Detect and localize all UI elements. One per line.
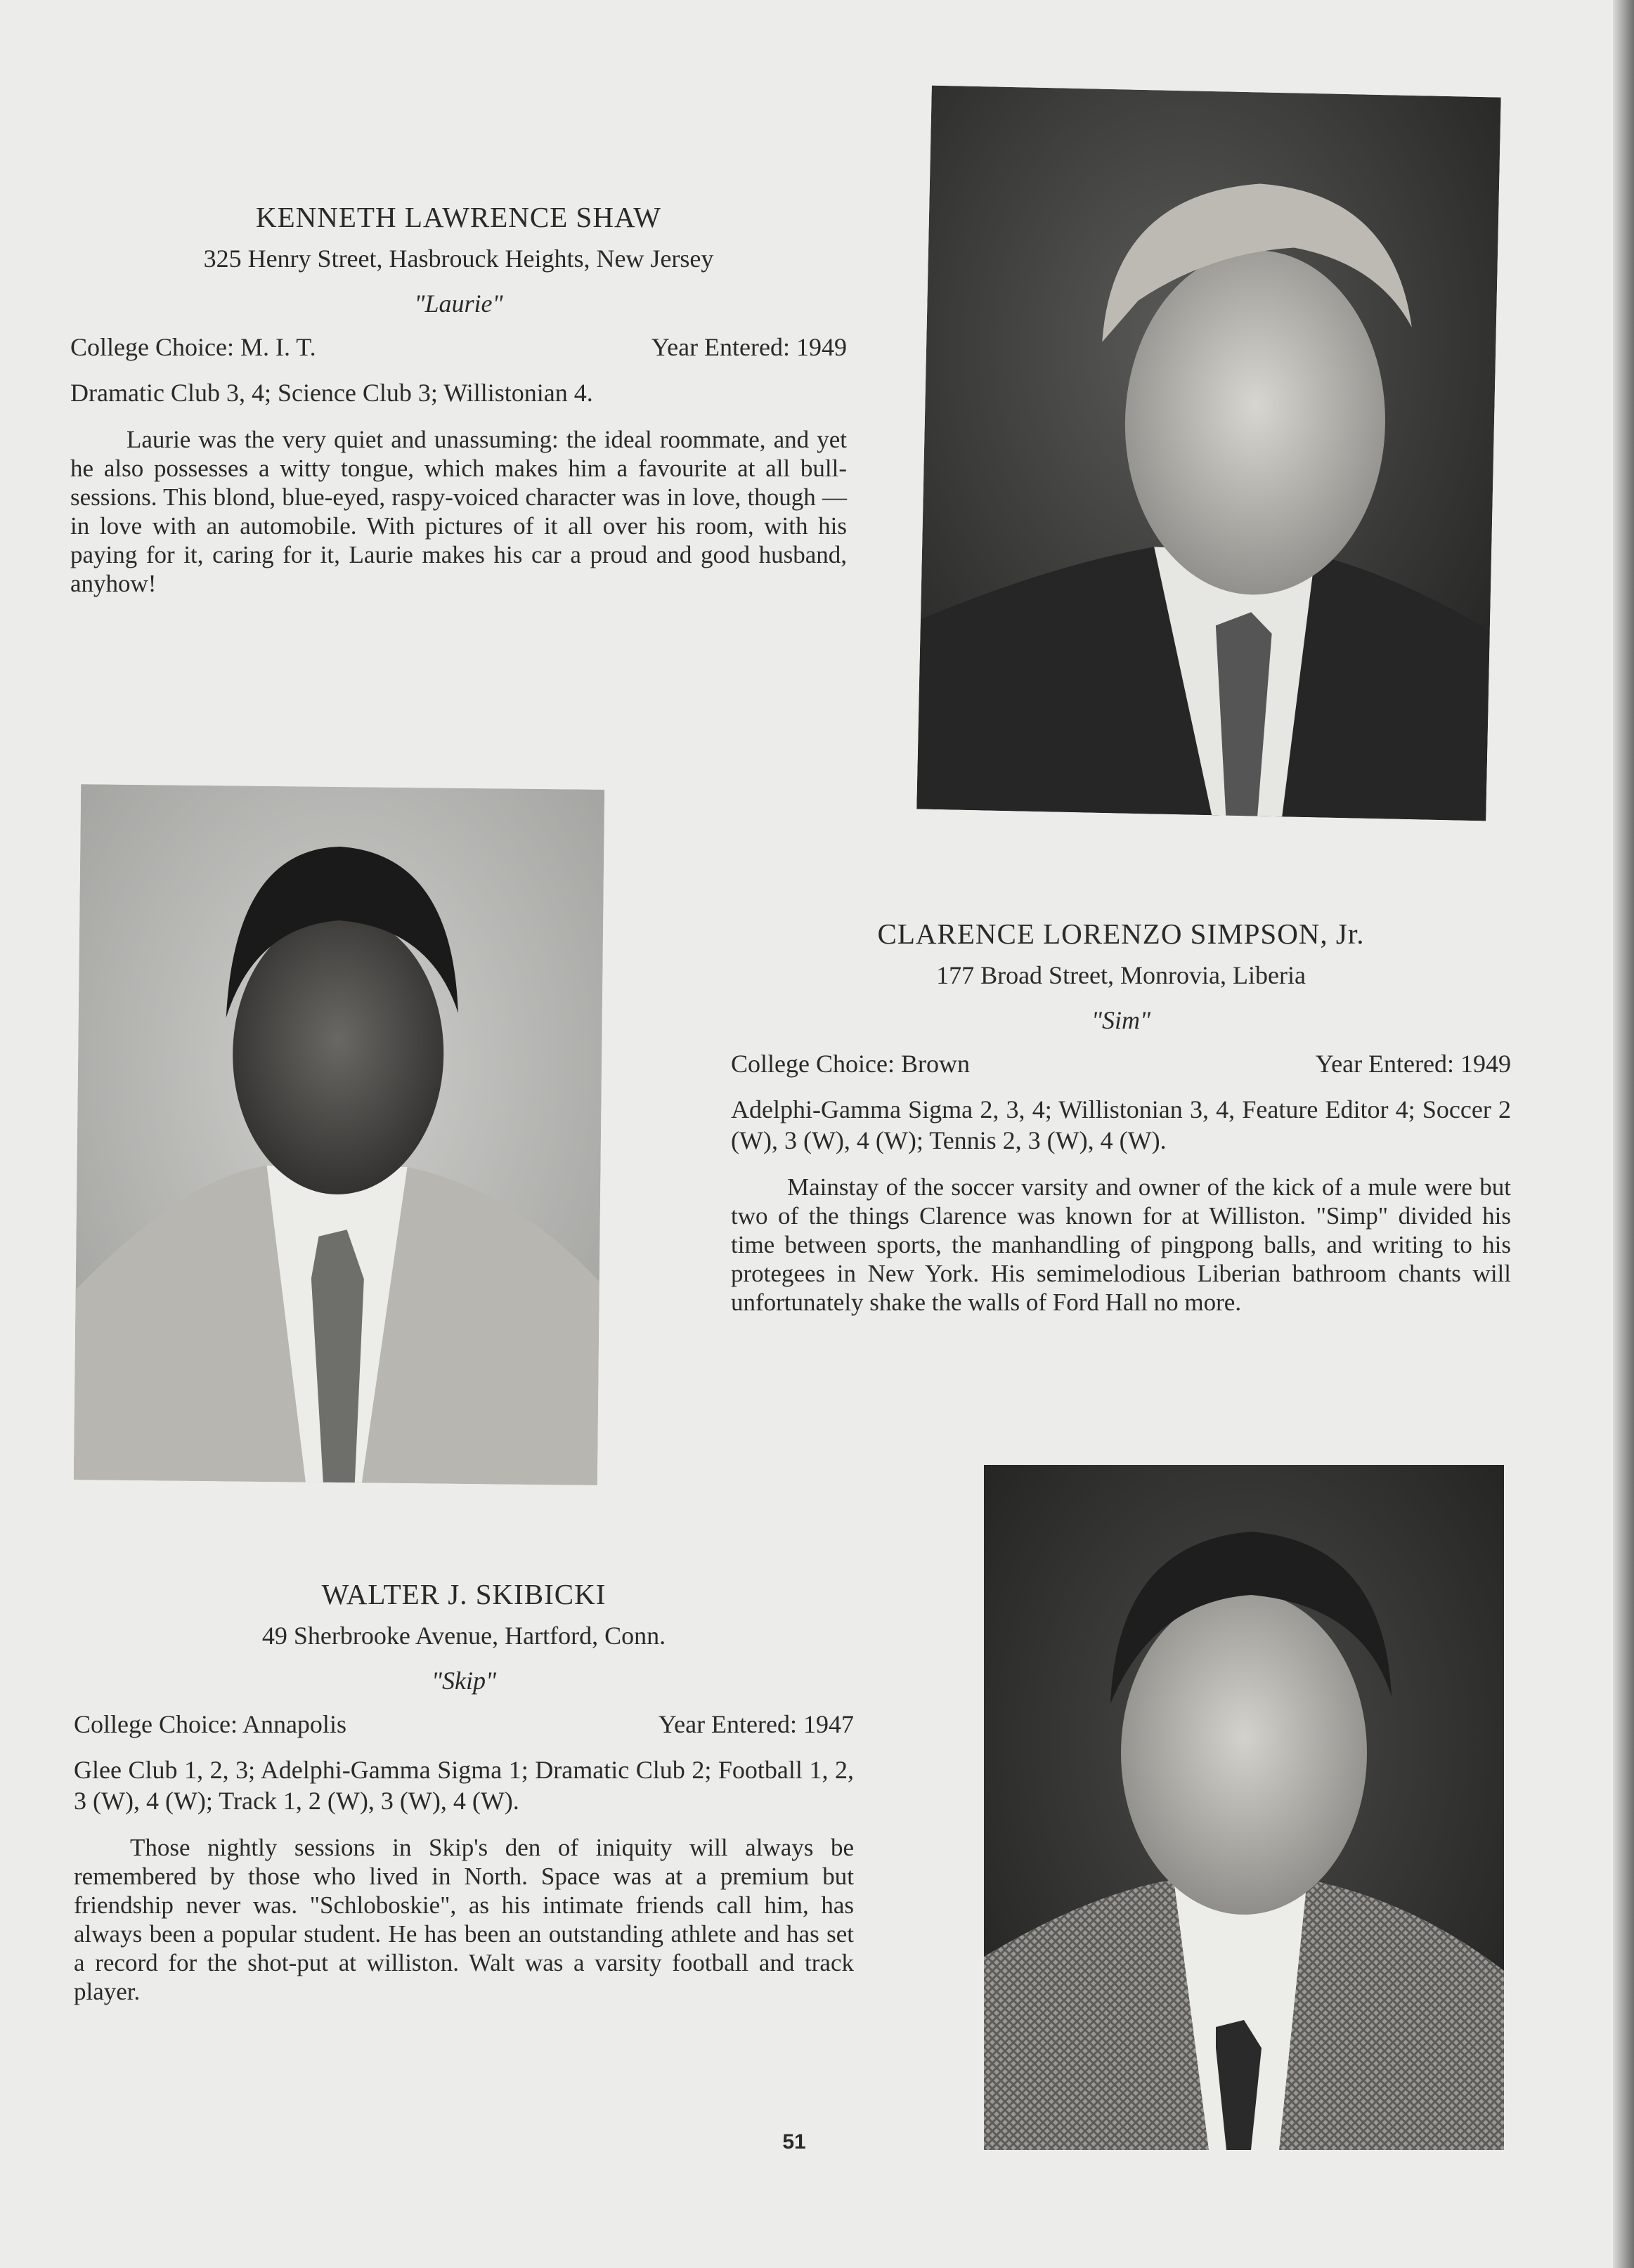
student-entry-shaw bbox=[70, 200, 847, 598]
year-entered: Year Entered: 1947 bbox=[658, 1710, 854, 1738]
college-choice: College Choice: Brown bbox=[731, 1050, 970, 1078]
portrait-photo-skibicki bbox=[984, 1465, 1504, 2150]
college-choice: College Choice: Annapolis bbox=[74, 1710, 346, 1738]
student-bio: Mainstay of the soccer varsity and owner of the kick of a mule were but two of the things Clarence was known for at Williston. "Simp" divided his time between sports, the manhandling of pingpong balls, and writing to his protegees in New York. His semimelodious Liberian bathroom chants will unfortunately shake the walls of Ford Hall no more. bbox=[731, 1173, 1511, 1316]
student-address: 325 Henry Street, Hasbrouck Heights, New Jersey bbox=[203, 245, 714, 273]
year-entered: Year Entered: 1949 bbox=[651, 333, 847, 361]
student-bio: Those nightly sessions in Skip's den of iniquity will always be remembered by those who lived in North. Space was at a premium but friendship never was. "Schloboskie", as his intimate friends call him, has always been a popular student. He has been an outstanding athlete and has set a record for the shot-put at williston. Walt was a varsity football and track player. bbox=[74, 1834, 854, 2005]
student-address: 177 Broad Street, Monrovia, Liberia bbox=[936, 961, 1306, 989]
choice-row bbox=[74, 1709, 854, 1739]
portrait-image bbox=[74, 784, 604, 1485]
student-nickname: "Sim" bbox=[1091, 1006, 1151, 1034]
student-name: WALTER J. SKIBICKI bbox=[321, 1578, 607, 1610]
choice-row bbox=[70, 332, 847, 362]
student-activities: Adelphi-Gamma Sigma 2, 3, 4; Willistonian 3, 4, Feature Editor 4; Soccer 2 (W), 3 (W), 4 (W); Tennis 2, 3 (W), 4 (W). bbox=[731, 1095, 1511, 1154]
student-bio: Laurie was the very quiet and unassuming: the ideal roommate, and yet he also possesses a witty tongue, which makes him a favourite at all bull-sessions. This blond, blue-eyed, raspy-voiced character was in love, though — in love with an automobile. With pictures of it all over his room, with his paying for it, caring for it, Laurie makes his car a proud and good husband, anyhow! bbox=[70, 426, 847, 597]
page-number: 51 bbox=[782, 2130, 806, 2153]
portrait-photo-simpson bbox=[74, 784, 604, 1485]
student-nickname: "Laurie" bbox=[414, 289, 503, 318]
college-choice: College Choice: M. I. T. bbox=[70, 333, 316, 361]
portrait-image bbox=[984, 1465, 1504, 2150]
student-name: CLARENCE LORENZO SIMPSON, Jr. bbox=[877, 918, 1365, 950]
year-entered: Year Entered: 1949 bbox=[1315, 1050, 1511, 1078]
student-address: 49 Sherbrooke Avenue, Hartford, Conn. bbox=[261, 1622, 666, 1650]
page-edge bbox=[1613, 0, 1634, 2268]
student-activities: Glee Club 1, 2, 3; Adelphi-Gamma Sigma 1; Dramatic Club 2; Football 1, 2, 3 (W), 4 (W); Track 1, 2 (W), 3 (W), 4 (W). bbox=[74, 1756, 854, 1815]
student-entry-simpson bbox=[731, 917, 1511, 1317]
student-nickname: "Skip" bbox=[431, 1667, 497, 1695]
portrait-photo-shaw bbox=[916, 86, 1500, 821]
student-name: KENNETH LAWRENCE SHAW bbox=[256, 201, 661, 233]
student-activities: Dramatic Club 3, 4; Science Club 3; Willistonian 4. bbox=[70, 379, 593, 407]
student-entry-skibicki bbox=[74, 1577, 854, 2006]
choice-row bbox=[731, 1049, 1511, 1078]
portrait-image bbox=[916, 86, 1500, 821]
